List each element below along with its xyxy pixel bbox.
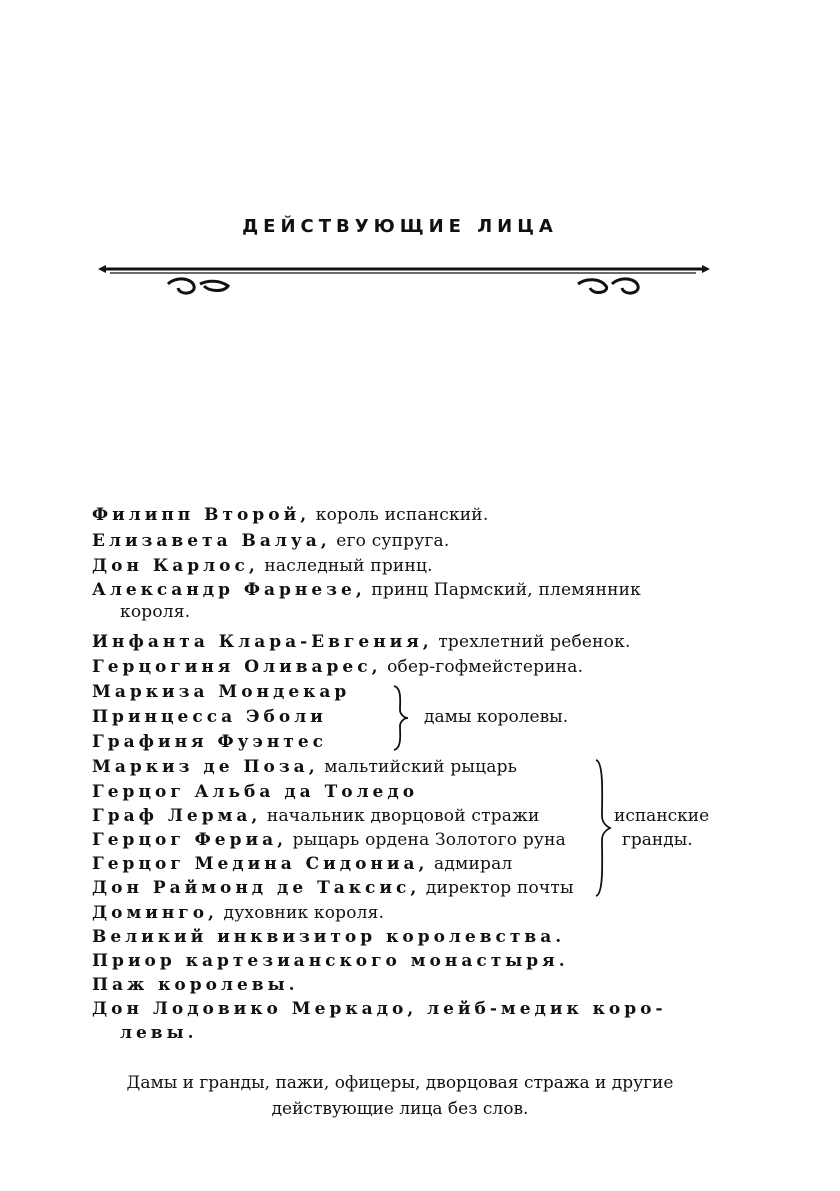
list-item: Маркиза Мондекар bbox=[92, 682, 351, 702]
list-item: Александр Фарнезе, принц Пармский, племянник bbox=[92, 580, 641, 600]
list-item: Дон Раймонд де Таксис, директор почты bbox=[92, 878, 574, 898]
list-item: Герцог Фериа, рыцарь ордена Золотого руна bbox=[92, 830, 566, 850]
group-label-grandees: испанские bbox=[614, 806, 710, 826]
list-item: Герцог Медина Сидониа, адмирал bbox=[92, 854, 513, 874]
page-title: ДЕЙСТВУЮЩИЕ ЛИЦА bbox=[242, 216, 558, 237]
list-item: Приор картезианского монастыря. bbox=[92, 951, 569, 971]
list-item: Герцогиня Оливарес, обер-гофмейстерина. bbox=[92, 657, 584, 677]
list-item: Великий инквизитор королевства. bbox=[92, 927, 566, 947]
list-item: левы. bbox=[120, 1023, 198, 1043]
footer-line-1: Дамы и гранды, пажи, офицеры, дворцовая стража и другие bbox=[126, 1073, 674, 1093]
group-label-grandees-2: гранды. bbox=[622, 830, 693, 850]
list-item: Дон Карлос, наследный принц. bbox=[92, 556, 433, 576]
list-item: Филипп Второй, король испанский. bbox=[92, 505, 489, 525]
list-item: Дон Лодовико Меркадо, лейб-медик коро- bbox=[92, 999, 667, 1019]
footer-line-2: действующие лица без слов. bbox=[271, 1099, 529, 1119]
list-item: Доминго, духовник короля. bbox=[92, 903, 385, 923]
list-item: Паж королевы. bbox=[92, 975, 299, 995]
curly-brace-icon bbox=[592, 758, 612, 898]
list-item: Герцог Альба да Толедо bbox=[92, 782, 419, 802]
curly-brace-icon bbox=[392, 684, 412, 752]
footer-note bbox=[80, 1070, 720, 1122]
list-item: Инфанта Клара-Евгения, трехлетний ребенок. bbox=[92, 632, 631, 652]
list-item: Принцесса Эболи bbox=[92, 707, 327, 727]
group-label-ladies: дамы королевы. bbox=[424, 707, 569, 727]
list-item: короля. bbox=[120, 602, 191, 622]
list-item: Елизавета Валуа, его супруга. bbox=[92, 531, 450, 551]
list-item: Маркиз де Поза, мальтийский рыцарь bbox=[92, 757, 518, 777]
list-item: Граф Лерма, начальник дворцовой стражи bbox=[92, 806, 540, 826]
ornament-divider-icon bbox=[96, 258, 712, 300]
list-item: Графиня Фуэнтес bbox=[92, 732, 328, 752]
